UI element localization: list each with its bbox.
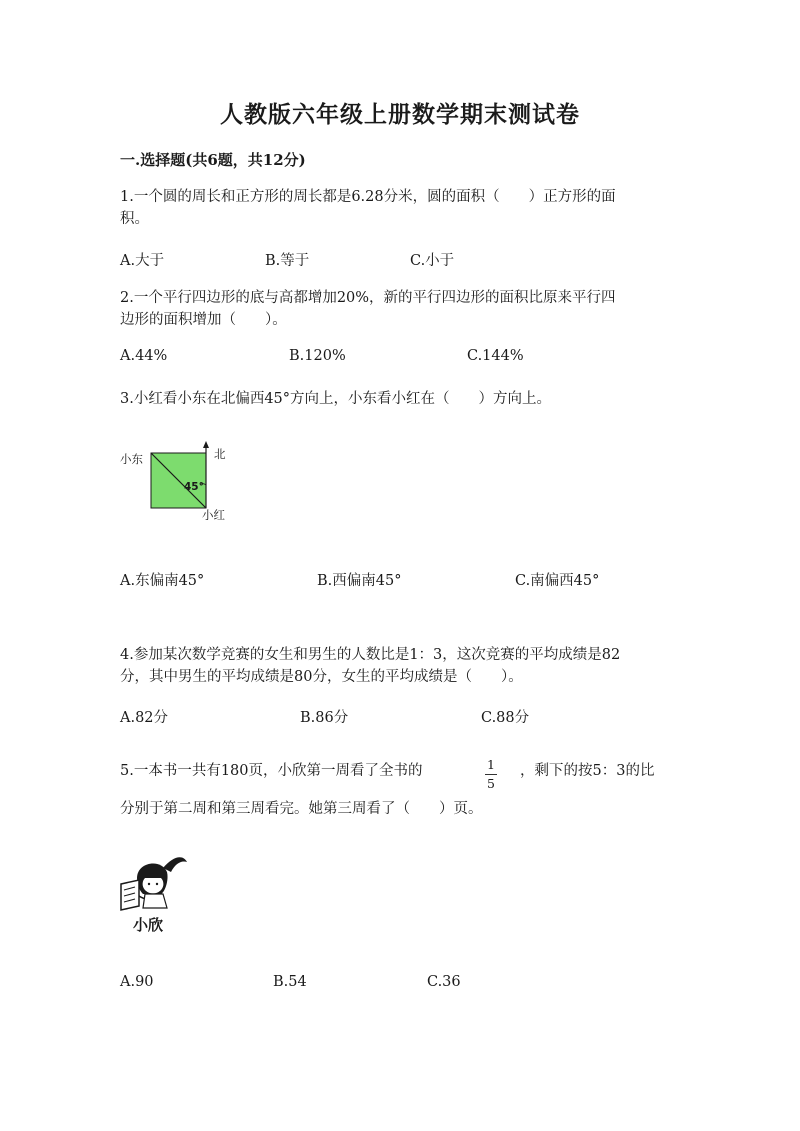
question-3-option-a: A.东偏南45° [120,573,205,589]
fraction-numerator: 1 [487,757,495,772]
question-2-line-2: 边形的面积增加（ ）。 [120,312,287,328]
question-2-option-a: A.44% [120,348,168,364]
section-heading: 一.选择题(共6题，共12分) [120,151,306,169]
direction-diagram [118,440,248,525]
question-3-option-b: B.西偏南45° [317,573,402,589]
question-5-line-1b: ，剩下的按5：3的比 [520,763,655,779]
question-5-option-b: B.54 [273,974,307,990]
question-1-option-a: A.大于 [120,253,165,269]
label-xiaodong: 小东 [120,452,143,466]
question-2-line-1: 2.一个平行四边形的底与高都增加20%，新的平行四边形的面积比原来平行四 [120,290,616,306]
question-4-line-2: 分，其中男生的平均成绩是80分，女生的平均成绩是（ ）。 [120,669,523,685]
question-3-option-c: C.南偏西45° [515,573,600,589]
question-4-option-a: A.82分 [120,710,169,726]
girl-reading-illustration [115,850,195,936]
page-title: 人教版六年级上册数学期末测试卷 [220,101,580,128]
question-2-option-b: B.120% [289,348,346,364]
question-1-option-b: B.等于 [265,253,310,269]
girl-name-label: 小欣 [133,916,164,934]
question-1-option-c: C.小于 [410,253,455,269]
question-1-line-2: 积。 [120,211,149,227]
question-1-line-1: 1.一个圆的周长和正方形的周长都是6.28分米，圆的面积（ ）正方形的面 [120,189,616,205]
question-5-option-a: A.90 [120,974,154,990]
question-3-line-1: 3.小红看小东在北偏西45°方向上，小东看小红在（ ）方向上。 [120,391,552,407]
question-5-line-1a: 5.一本书一共有180页，小欣第一周看了全书的 [120,763,423,779]
question-5-line-2: 分别于第二周和第三周看完。她第三周看了（ ）页。 [120,801,483,817]
question-4-option-b: B.86分 [300,710,349,726]
question-4-line-1: 4.参加某次数学竞赛的女生和男生的人数比是1：3，这次竞赛的平均成绩是82 [120,647,621,663]
fraction-denominator: 5 [487,776,495,791]
fraction-bar [485,774,497,775]
angle-label: 45° [184,481,204,493]
question-4-option-c: C.88分 [481,710,530,726]
label-xiaohong: 小红 [202,508,225,522]
question-5-option-c: C.36 [427,974,461,990]
fraction-one-fifth [484,758,498,791]
north-arrow-icon [203,441,209,448]
label-north: 北 [214,447,226,461]
question-2-option-c: C.144% [467,348,524,364]
